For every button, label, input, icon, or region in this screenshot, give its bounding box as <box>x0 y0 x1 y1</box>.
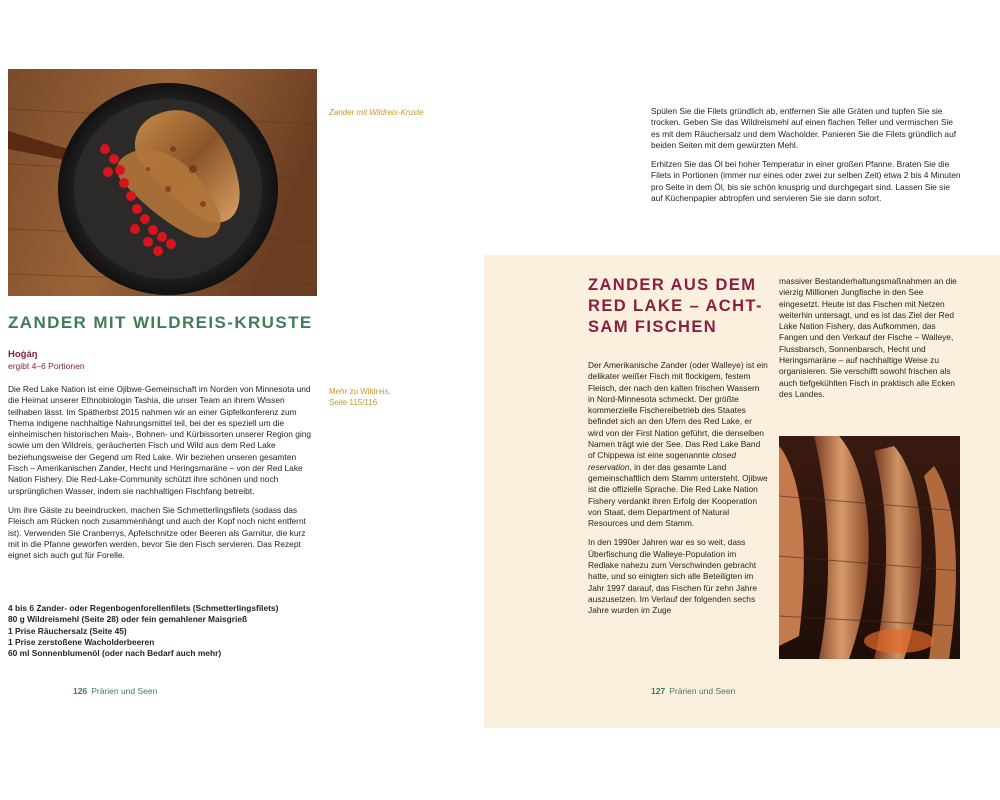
section-name: Prärien und Seen <box>91 686 158 696</box>
sidenote-line: Mehr zu Wildreis, <box>329 387 391 396</box>
section-name: Prärien und Seen <box>669 686 736 696</box>
paragraph: Um ihre Gäste zu beeindrucken, machen Sie Schmetterlingsfilets (sodass das Fleisch am Rücken noch zusammenhängt und auch der Kopf noch nicht entfernt ist). Verwenden Sie Cranberrys, Apfelschnitze oder Beeren als Garnitur, die kurz mit in die Pfanne geworfen werden, bevor Sie den Fisch servieren. Das Rezept eignet sich auch gut für Forelle. <box>8 504 306 561</box>
paragraph: massiver Bestanderhaltungsmaßnahmen an die vierzig Millionen Jungfische in den See eingesetzt. Heute ist das Fischen mit Netzen weiterhin untersagt, und es ist das Ziel der Red Lake Nation Fishery, das Aufkommen, das Fangen und den Verkauf der Fische – Walleye, Flussbarsch, Sonnenbarsch, Hecht und Heringsmaräne – auf nachhaltige Weise zu organisieren. Sie verschifft sowohl frischen als auch tiefgekühlten Fisch in praktisch alle Ecken des Landes. <box>779 276 957 399</box>
ingredient: 1 Prise zerstoßene Wacholderbeeren <box>8 636 155 647</box>
sidenote-line: Seite 115/116 <box>329 398 378 407</box>
ojibwe-name: Hoġáŋ <box>8 349 38 360</box>
sidebar-column-1 <box>588 360 768 625</box>
ingredient: 4 bis 6 Zander- oder Regenbogenforellenfilets (Schmetterlingsfilets) <box>8 603 279 613</box>
sidebar-title-line: ZANDER AUS DEM <box>588 276 757 294</box>
intro-text <box>8 384 316 569</box>
right-folio <box>651 686 735 696</box>
ingredient-list <box>8 603 278 659</box>
wild-rice-sidenote <box>329 386 391 408</box>
paragraph: Erhitzen Sie das Öl bei hoher Temperatur in einer großen Pfanne. Braten Sie die Filets in Portionen (immer nur eines oder zwei zur selben Zeit) etwa 2 bis 4 Minuten pro Seite in dem Öl, bis sie schön knusprig und durchgegart sind. Lassen Sie sie auf Küchenpapier abtropfen und servieren Sie sie dann sofort. <box>651 159 961 204</box>
text-run: Der Amerikanische Zander (oder Walleye) ist ein delikater weißer Fisch mit flockigem, festem Fleisch, der nach den kalten frischen Wassern in Nord-Minnesota schmeckt. Der größte kommerzielle Fischereibetrieb des Staates befindet sich an den Ufern des Red Lake, er wird von der First Nation geführt, die denselben Namen trägt wie der See. Das Red Lake Band of Chippewa ist eine sogenannte <box>588 360 768 461</box>
ingredient: 60 ml Sonnenblumenöl (oder nach Bedarf auch mehr) <box>8 648 222 659</box>
page-number: 126 <box>73 686 88 696</box>
paragraph: Spülen Sie die Filets gründlich ab, entfernen Sie alle Gräten und tupfen Sie sie trocken. Geben Sie das Wildreismehl auf einen flachen Teller und vermischen Sie es mit dem Räuchersalz und dem Wacholder. Panieren Sie die Filets gründlich auf beiden Seiten mit dem gewürzten Mehl. <box>651 106 957 150</box>
paragraph: Die Red Lake Nation ist eine Ojibwe-Gemeinschaft im Norden von Minnesota und die Heimat unserer Ethnobiologin Tashia, die unser Team an ihrem Wissen teilhaben lässt. Im Spätherbst 2015 nahmen wir an einer Gipfelkonferenz zum Thema indigene nachhaltige Nahrungsmittel teil, bei der es speziell um die einheimischen historischen Mais-, Bohnen- und Kürbissorten unserer Region ging sowie um den Wildreis, geräucherten Fisch und Wild aus dem Red Lake beziehungsweise der Gegend um Red Lake. Wir beziehen unseren gesamten Fisch – Amerikanischen Zander, Hecht und Heringsmaräne – von der Red Lake Nation Fishery. Die Red-Lake-Community schützt ihre schönen und noch ursprünglichen Wasser, indem sie nachhaltigen Fischfang betreibt. <box>8 384 312 496</box>
smoked-fish-photo <box>779 436 960 659</box>
recipe-title: ZANDER MIT WILDREIS-KRUSTE <box>8 313 313 332</box>
portions: ergibt 4–6 Portionen <box>8 361 85 371</box>
sidebar-column-2 <box>779 276 961 408</box>
skillet-walleye-photo <box>8 69 317 296</box>
text-run: , in der das gesamte Land gemeinschaftlich dem Stamm untersteht. Ojibwe ist die offizielle Sprache. Die Red Lake Nation Fishery verdankt ihren Erfolg der Kooperation von Staat, dem Department of Natural Resources und dem Stamm. <box>588 461 768 529</box>
paragraph <box>588 360 768 529</box>
left-folio <box>73 686 157 696</box>
text-run-italic: closed reservation <box>588 450 737 472</box>
ingredient: 1 Prise Räuchersalz (Seite 45) <box>8 625 127 636</box>
paragraph: In den 1990er Jahren war es so weit, dass Überfischung die Walleye-Population im Redlake nahezu zum Verschwinden gebracht hatte, und so einigten sich alle Beteiligten im Jahr 1997 darauf, das Fischen für zehn Jahre auszusetzen. Im Verlauf der folgenden sechs Jahre wurden im Zuge <box>588 537 757 616</box>
method-text <box>651 106 961 212</box>
sidebar-title-line: SAM FISCHEN <box>588 318 718 336</box>
page-number: 127 <box>651 686 666 696</box>
photo-caption: Zander mit Wildreis-Kruste <box>329 108 424 117</box>
ingredient: 80 g Wildreismehl (Seite 28) oder fein gemahlener Maisgrieß <box>8 614 248 625</box>
sidebar-title <box>588 275 763 338</box>
sidebar-title-line: RED LAKE – ACHT- <box>588 297 763 315</box>
